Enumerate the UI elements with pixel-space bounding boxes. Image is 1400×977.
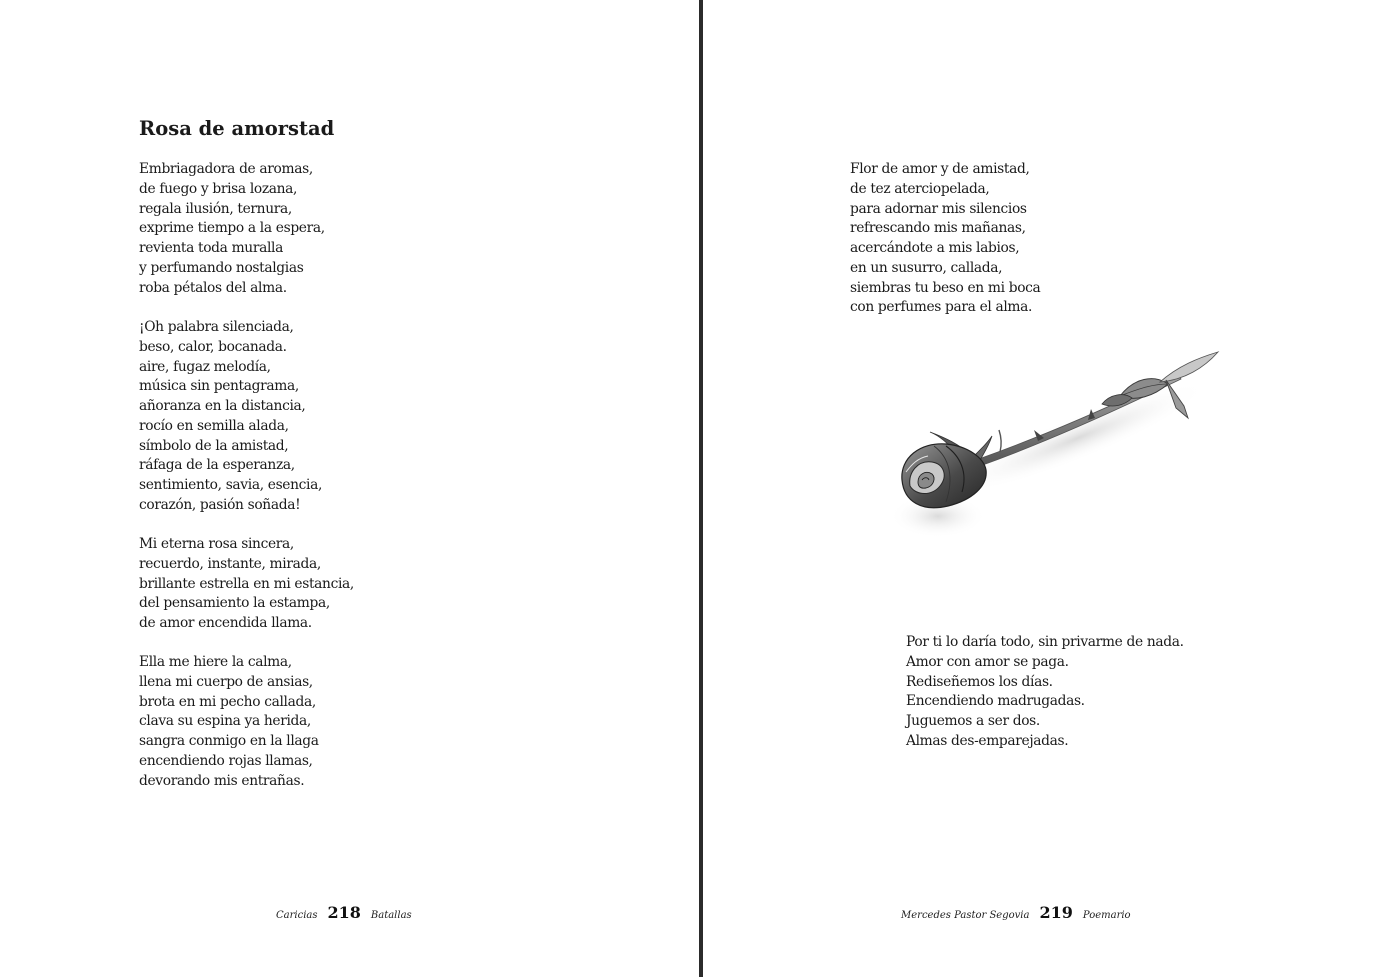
poem-line: Amor con amor se paga. — [906, 653, 1069, 670]
stanza-2 — [139, 318, 322, 516]
poem-line: del pensamiento la estampa, — [139, 595, 330, 612]
stanza-1 — [850, 160, 1040, 318]
poem-line: Rediseñemos los días. — [906, 673, 1053, 690]
stanza-4 — [139, 653, 319, 791]
poem-line: siembras tu beso en mi boca — [850, 279, 1041, 296]
poem-line: regala ilusión, ternura, — [139, 200, 292, 217]
poem-line: recuerdo, instante, mirada, — [139, 555, 321, 572]
footer-left-text: Caricias — [276, 910, 318, 921]
poem-line: aire, fugaz melodía, — [139, 358, 271, 375]
poem-line: exprime tiempo a la espera, — [139, 220, 325, 237]
poem-line: ¡Oh palabra silenciada, — [139, 319, 294, 335]
poem-line: sentimiento, savia, esencia, — [139, 477, 323, 493]
poem-line: símbolo de la amistad, — [139, 437, 289, 454]
footer-right-text: Poemario — [1082, 910, 1131, 921]
poem-line: Por ti lo daría todo, sin privarme de nada. — [906, 634, 1184, 650]
poem-line: de amor encendida llama. — [139, 615, 312, 631]
poem-line: Mi eterna rosa sincera, — [139, 536, 294, 552]
poem-line: beso, calor, bocanada. — [139, 338, 287, 355]
stanza-1 — [139, 160, 325, 298]
poem-line: para adornar mis silencios — [850, 200, 1027, 217]
poem-line: brillante estrella en mi estancia, — [139, 575, 354, 592]
page-footer — [901, 903, 1131, 922]
poem-line: Flor de amor y de amistad, — [850, 161, 1030, 177]
poem-line: sangra conmigo en la llaga — [139, 733, 319, 749]
poem-title: Rosa de amorstad — [139, 117, 335, 140]
poem-line: Ella me hiere la calma, — [139, 654, 292, 670]
poem-line: ráfaga de la esperanza, — [139, 457, 295, 474]
poem-line: encendiendo rojas llamas, — [139, 752, 313, 769]
poem-line: de fuego y brisa lozana, — [139, 180, 298, 197]
page-footer — [276, 903, 412, 922]
poem-line: llena mi cuerpo de ansias, — [139, 673, 313, 690]
poem-line: de tez aterciopelada, — [850, 180, 990, 197]
poem-line: devorando mis entrañas. — [139, 772, 305, 789]
poem-line: con perfumes para el alma. — [850, 299, 1033, 316]
poem-line: música sin pentagrama, — [139, 378, 299, 395]
poem-line: revienta toda muralla — [139, 240, 283, 256]
poem-line: rocío en semilla alada, — [139, 417, 289, 434]
stanza-2 — [906, 633, 1184, 752]
poem-line: clava su espina ya herida, — [139, 713, 311, 730]
poem-line: Encendiendo madrugadas. — [906, 693, 1085, 710]
rose-illustration — [888, 346, 1224, 552]
poem-line: acercándote a mis labios, — [850, 240, 1020, 256]
poem-line: y perfumando nostalgias — [139, 259, 304, 276]
poem-line: Embriagadora de aromas, — [139, 161, 313, 177]
poem-line: Almas des-emparejadas. — [906, 732, 1069, 749]
footer-right-text: Batallas — [370, 910, 412, 921]
poem-line: añoranza en la distancia, — [139, 398, 306, 414]
poem-line: en un susurro, callada, — [850, 259, 1003, 276]
right-page — [703, 0, 1400, 977]
page-number: 219 — [1039, 903, 1073, 922]
left-page — [0, 0, 699, 977]
poem-line: corazón, pasión soñada! — [139, 496, 301, 513]
poem-line: brota en mi pecho callada, — [139, 693, 316, 710]
stanza-3 — [139, 535, 354, 634]
footer-left-text: Mercedes Pastor Segovia — [901, 910, 1030, 921]
page-number: 218 — [327, 903, 361, 922]
poem-line: refrescando mis mañanas, — [850, 220, 1026, 237]
poem-line: roba pétalos del alma. — [139, 279, 287, 296]
poem-line: Juguemos a ser dos. — [906, 713, 1040, 729]
